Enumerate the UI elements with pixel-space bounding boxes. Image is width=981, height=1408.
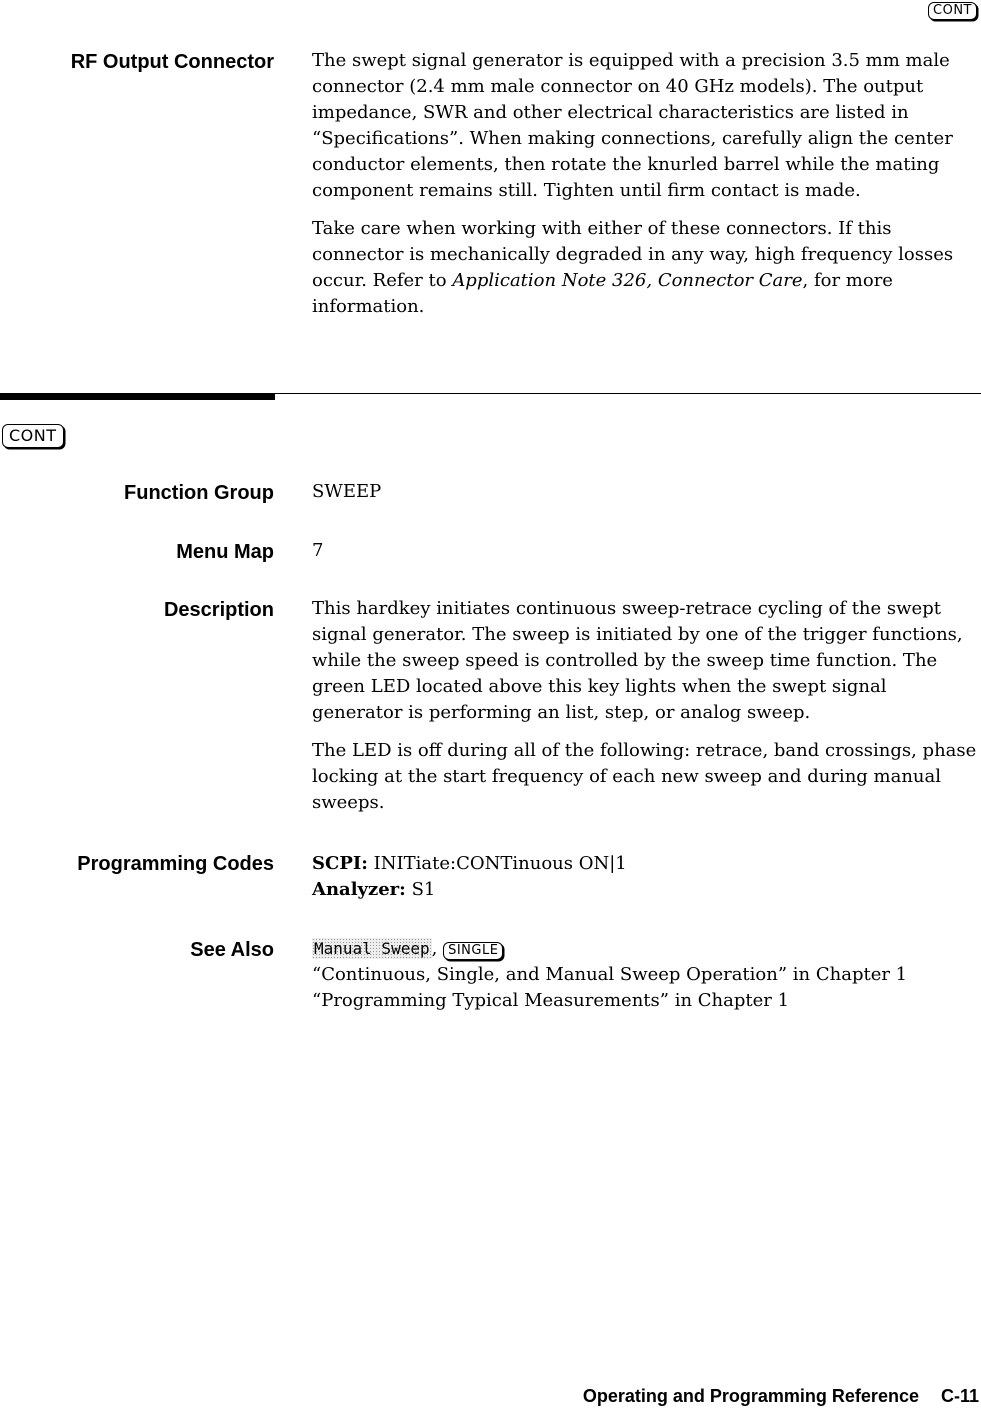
analyzer-label: Analyzer: <box>312 879 406 900</box>
description-para-2: The LED is off during all of the following: retrace, band crossings, phase locking at the start frequency of each new sweep and during manual sweeps. <box>312 740 977 813</box>
cont-key-entry: CONT <box>2 424 64 448</box>
see-also-keys <box>312 936 981 962</box>
rf-output-body <box>312 48 981 332</box>
see-also-continuous: “Continuous, Single, and Manual Sweep Operation” in Chapter 1 <box>312 964 908 985</box>
single-key: SINGLE <box>443 942 503 960</box>
scpi-command: INITiate:CONTinuous ON|1 <box>373 853 627 874</box>
function-group-value: SWEEP <box>312 481 382 502</box>
description-heading: Description <box>163 599 274 621</box>
see-also-heading: See Also <box>190 939 274 961</box>
footer-title: Operating and Programming Reference <box>582 1386 919 1406</box>
rf-output-para-2 <box>312 216 981 320</box>
scpi-label: SCPI: <box>312 853 368 874</box>
manual-sweep-softkey: Manual Sweep <box>314 939 430 958</box>
see-also-body <box>312 936 981 1014</box>
menu-map-value: 7 <box>312 540 324 561</box>
page-number: C-11 <box>940 1386 979 1406</box>
cont-key-top: CONT <box>928 2 977 20</box>
app-note-reference: Application Note 326, Connector Care <box>452 270 803 291</box>
programming-codes-heading: Programming Codes <box>77 853 274 875</box>
description-body <box>312 596 981 828</box>
section-divider-thick <box>0 393 275 400</box>
see-also-separator: , <box>431 938 438 959</box>
rf-output-para-1: The swept signal generator is equipped with a precision 3.5 mm male connector (2.4 mm male connector on 40 GHz models). The output impedance, SWR and other electrical characteristics are listed in “Specifications”. When making connections, carefully align the center conductor elements, then rotate the knurled barrel while the mating component remains still. Tighten until firm contact is made. <box>312 50 953 201</box>
analyzer-command: S1 <box>411 879 436 900</box>
analyzer-line <box>312 877 981 903</box>
description-para-1: This hardkey initiates continuous sweep-retrace cycling of the swept signal generator. The sweep is initiated by one of the trigger functions, while the sweep speed is controlled by the sweep time function. The green LED located above this key lights when the swept signal generator is performing an list, step, or analog sweep. <box>312 598 963 723</box>
rf-para2-pre: Take care when working with either of these connectors. If this connector is mechanically degraded in any way, high frequency losses occur. Refer to <box>312 218 954 291</box>
page-footer <box>583 1386 979 1407</box>
see-also-programming: “Programming Typical Measurements” in Chapter 1 <box>312 990 790 1011</box>
scpi-line <box>312 851 981 877</box>
menu-map-heading: Menu Map <box>176 541 274 563</box>
rf-para2-post: , for more information. <box>312 270 893 317</box>
rf-output-heading: RF Output Connector <box>70 51 274 73</box>
programming-codes-body <box>312 851 981 903</box>
function-group-heading: Function Group <box>124 482 274 504</box>
